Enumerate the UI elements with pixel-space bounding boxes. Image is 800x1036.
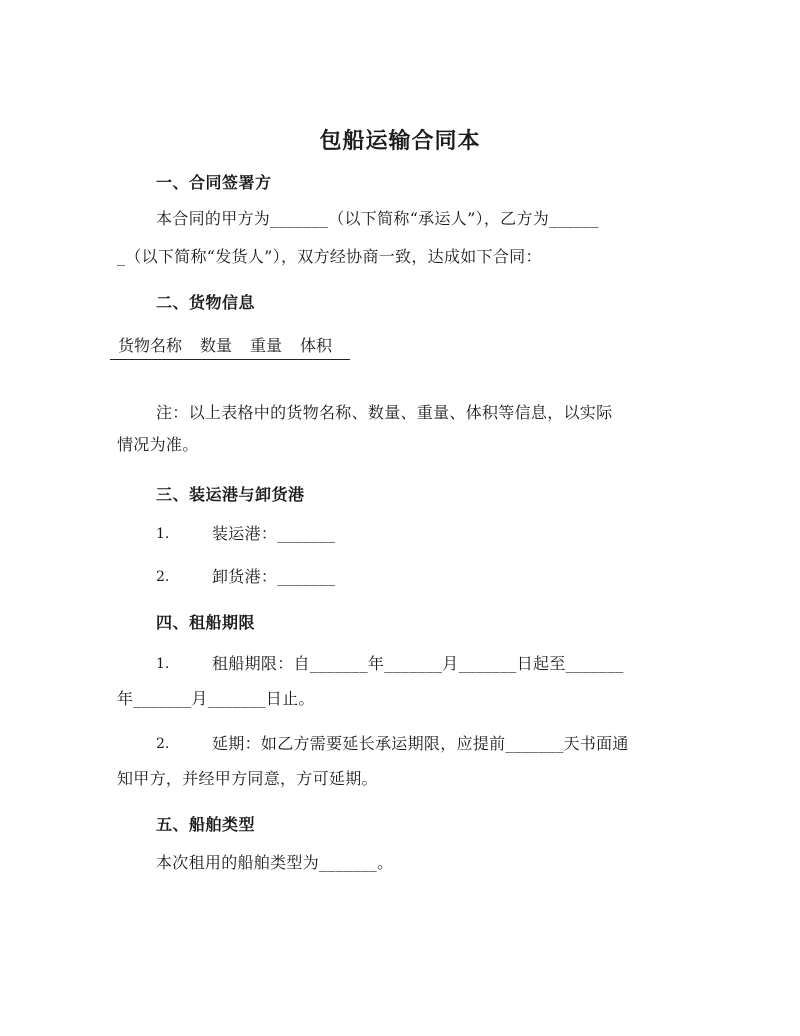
goods-table-header-row bbox=[110, 330, 350, 360]
goods-table-header-weight: 重量 bbox=[250, 336, 283, 355]
goods-note-line1: 注：以上表格中的货物名称、数量、重量、体积等信息，以实际 bbox=[156, 403, 613, 422]
goods-table-header-quantity: 数量 bbox=[200, 336, 233, 355]
section-heading-ports: 三、装运港与卸货港 bbox=[156, 485, 305, 504]
section-heading-goods: 二、货物信息 bbox=[156, 293, 256, 312]
goods-table-header-name: 货物名称 bbox=[118, 336, 183, 355]
section-heading-parties: 一、合同签署方 bbox=[156, 173, 272, 192]
section-heading-vessel-type: 五、船舶类型 bbox=[156, 815, 256, 834]
goods-table-header-volume: 体积 bbox=[300, 336, 333, 355]
parties-paragraph-line2: _（以下简称“发货人”），双方经协商一致，达成如下合同： bbox=[117, 247, 542, 266]
discharge-port-number: 2. bbox=[156, 569, 170, 585]
extension-number: 2. bbox=[156, 736, 170, 752]
document-title: 包船运输合同本 bbox=[319, 128, 481, 154]
extension-line1: 延期：如乙方需要延长承运期限，应提前_______天书面通 bbox=[212, 734, 629, 753]
goods-note-line2: 情况为准。 bbox=[117, 435, 199, 454]
loading-port-number: 1. bbox=[156, 526, 170, 542]
charter-period-number: 1. bbox=[156, 656, 170, 672]
loading-port-item: 装运港：_______ bbox=[212, 524, 336, 543]
charter-period-line1: 租船期限：自_______年_______月_______日起至_______ bbox=[212, 654, 624, 673]
extension-line2: 知甲方，并经甲方同意，方可延期。 bbox=[117, 769, 378, 788]
section-heading-charter-period: 四、租船期限 bbox=[156, 613, 256, 632]
charter-period-line2: 年_______月_______日止。 bbox=[117, 689, 315, 708]
vessel-type-paragraph: 本次租用的船舶类型为_______。 bbox=[156, 853, 394, 872]
discharge-port-item: 卸货港：_______ bbox=[212, 567, 336, 586]
parties-paragraph-line1: 本合同的甲方为_______（以下简称“承运人”），乙方为______ bbox=[156, 209, 599, 228]
